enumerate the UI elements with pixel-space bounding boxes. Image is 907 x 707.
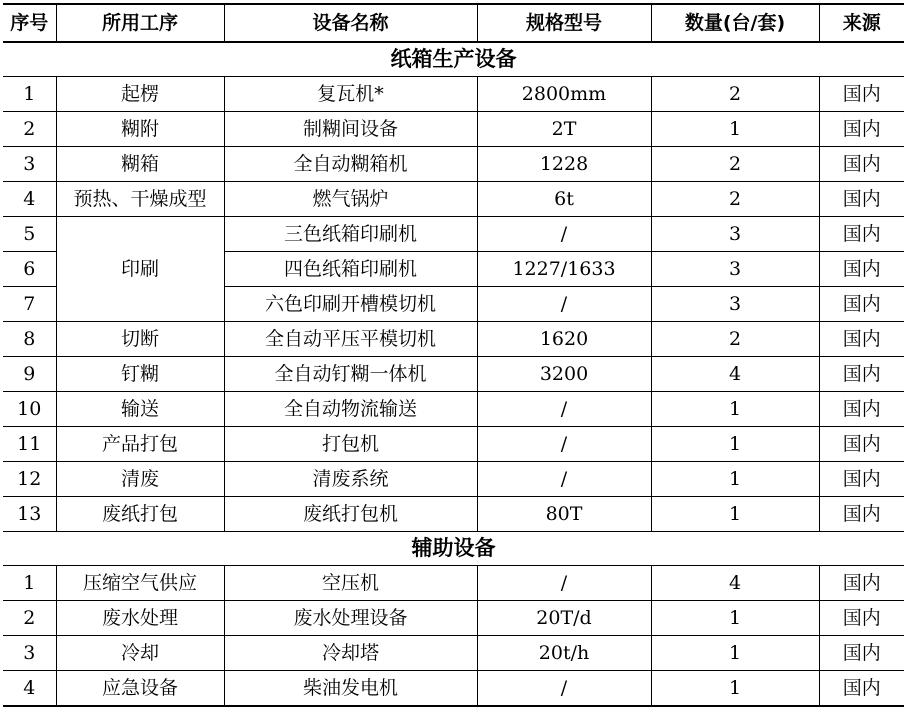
cell-qty: 1 <box>651 392 819 427</box>
cell-source: 国内 <box>819 601 904 636</box>
cell-qty: 1 <box>651 112 819 147</box>
header-name: 设备名称 <box>224 4 477 42</box>
table-row <box>3 357 904 392</box>
cell-spec: 6t <box>477 182 651 217</box>
cell-process: 废纸打包 <box>56 497 224 532</box>
cell-source: 国内 <box>819 357 904 392</box>
cell-qty: 3 <box>651 252 819 287</box>
cell-source: 国内 <box>819 252 904 287</box>
table-row <box>3 601 904 636</box>
cell-name: 六色印刷开槽模切机 <box>224 287 477 322</box>
table-row <box>3 77 904 112</box>
cell-qty: 1 <box>651 636 819 671</box>
table-row <box>3 112 904 147</box>
table-row <box>3 566 904 601</box>
cell-name: 冷却塔 <box>224 636 477 671</box>
cell-spec: 2T <box>477 112 651 147</box>
table-row <box>3 217 904 252</box>
cell-qty: 3 <box>651 217 819 252</box>
cell-source: 国内 <box>819 671 904 707</box>
cell-spec: / <box>477 671 651 707</box>
cell-source: 国内 <box>819 112 904 147</box>
cell-process: 切断 <box>56 322 224 357</box>
cell-qty: 2 <box>651 322 819 357</box>
section-title: 辅助设备 <box>3 532 904 566</box>
cell-name: 清废系统 <box>224 462 477 497</box>
cell-process: 压缩空气供应 <box>56 566 224 601</box>
cell-spec: / <box>477 287 651 322</box>
cell-source: 国内 <box>819 147 904 182</box>
cell-name: 全自动糊箱机 <box>224 147 477 182</box>
cell-name: 全自动物流输送 <box>224 392 477 427</box>
cell-spec: 80T <box>477 497 651 532</box>
cell-source: 国内 <box>819 77 904 112</box>
cell-source: 国内 <box>819 636 904 671</box>
cell-spec: 2800mm <box>477 77 651 112</box>
header-row <box>3 4 904 42</box>
header-process: 所用工序 <box>56 4 224 42</box>
cell-process: 废水处理 <box>56 601 224 636</box>
cell-process: 糊箱 <box>56 147 224 182</box>
cell-qty: 4 <box>651 566 819 601</box>
cell-process: 输送 <box>56 392 224 427</box>
cell-qty: 1 <box>651 427 819 462</box>
cell-process: 钉糊 <box>56 357 224 392</box>
cell-process: 产品打包 <box>56 427 224 462</box>
table-row <box>3 147 904 182</box>
cell-spec: / <box>477 217 651 252</box>
cell-source: 国内 <box>819 392 904 427</box>
table-row <box>3 182 904 217</box>
cell-source: 国内 <box>819 217 904 252</box>
cell-name: 废水处理设备 <box>224 601 477 636</box>
header-spec: 规格型号 <box>477 4 651 42</box>
cell-no: 9 <box>3 357 56 392</box>
cell-qty: 2 <box>651 77 819 112</box>
cell-qty: 2 <box>651 182 819 217</box>
cell-no: 2 <box>3 601 56 636</box>
table-row <box>3 392 904 427</box>
cell-source: 国内 <box>819 497 904 532</box>
cell-spec: 20T/d <box>477 601 651 636</box>
cell-no: 8 <box>3 322 56 357</box>
section-row <box>3 532 904 566</box>
cell-spec: / <box>477 427 651 462</box>
cell-name: 复瓦机* <box>224 77 477 112</box>
cell-source: 国内 <box>819 287 904 322</box>
cell-no: 1 <box>3 566 56 601</box>
cell-qty: 1 <box>651 671 819 707</box>
cell-qty: 2 <box>651 147 819 182</box>
cell-spec: / <box>477 566 651 601</box>
cell-source: 国内 <box>819 462 904 497</box>
cell-no: 10 <box>3 392 56 427</box>
cell-qty: 1 <box>651 497 819 532</box>
cell-no: 4 <box>3 182 56 217</box>
cell-spec: 1228 <box>477 147 651 182</box>
cell-no: 5 <box>3 217 56 252</box>
cell-name: 废纸打包机 <box>224 497 477 532</box>
cell-spec: 1227/1633 <box>477 252 651 287</box>
cell-no: 12 <box>3 462 56 497</box>
cell-process: 起楞 <box>56 77 224 112</box>
header-qty: 数量(台/套) <box>651 4 819 42</box>
cell-source: 国内 <box>819 566 904 601</box>
cell-name: 燃气锅炉 <box>224 182 477 217</box>
cell-spec: 1620 <box>477 322 651 357</box>
cell-no: 13 <box>3 497 56 532</box>
cell-name: 全自动平压平模切机 <box>224 322 477 357</box>
cell-qty: 3 <box>651 287 819 322</box>
cell-no: 3 <box>3 636 56 671</box>
cell-no: 1 <box>3 77 56 112</box>
cell-process: 糊附 <box>56 112 224 147</box>
cell-qty: 1 <box>651 601 819 636</box>
table-row <box>3 462 904 497</box>
cell-source: 国内 <box>819 322 904 357</box>
cell-name: 空压机 <box>224 566 477 601</box>
cell-spec: / <box>477 462 651 497</box>
section-title: 纸箱生产设备 <box>3 42 904 77</box>
table-row <box>3 427 904 462</box>
cell-name: 全自动钉糊一体机 <box>224 357 477 392</box>
cell-process: 印刷 <box>56 217 224 322</box>
cell-name: 制糊间设备 <box>224 112 477 147</box>
cell-spec: / <box>477 392 651 427</box>
cell-no: 3 <box>3 147 56 182</box>
cell-qty: 1 <box>651 462 819 497</box>
cell-name: 打包机 <box>224 427 477 462</box>
cell-spec: 3200 <box>477 357 651 392</box>
cell-no: 2 <box>3 112 56 147</box>
cell-process: 应急设备 <box>56 671 224 707</box>
cell-process: 预热、干燥成型 <box>56 182 224 217</box>
cell-name: 四色纸箱印刷机 <box>224 252 477 287</box>
cell-name: 柴油发电机 <box>224 671 477 707</box>
equipment-table <box>3 3 904 707</box>
cell-no: 11 <box>3 427 56 462</box>
header-no: 序号 <box>3 4 56 42</box>
cell-source: 国内 <box>819 427 904 462</box>
cell-name: 三色纸箱印刷机 <box>224 217 477 252</box>
header-source: 来源 <box>819 4 904 42</box>
cell-no: 4 <box>3 671 56 707</box>
table-row <box>3 497 904 532</box>
section-row <box>3 42 904 77</box>
cell-no: 7 <box>3 287 56 322</box>
cell-qty: 4 <box>651 357 819 392</box>
table-row <box>3 671 904 707</box>
cell-spec: 20t/h <box>477 636 651 671</box>
cell-source: 国内 <box>819 182 904 217</box>
table-row <box>3 636 904 671</box>
cell-process: 冷却 <box>56 636 224 671</box>
cell-no: 6 <box>3 252 56 287</box>
cell-process: 清废 <box>56 462 224 497</box>
table-row <box>3 322 904 357</box>
